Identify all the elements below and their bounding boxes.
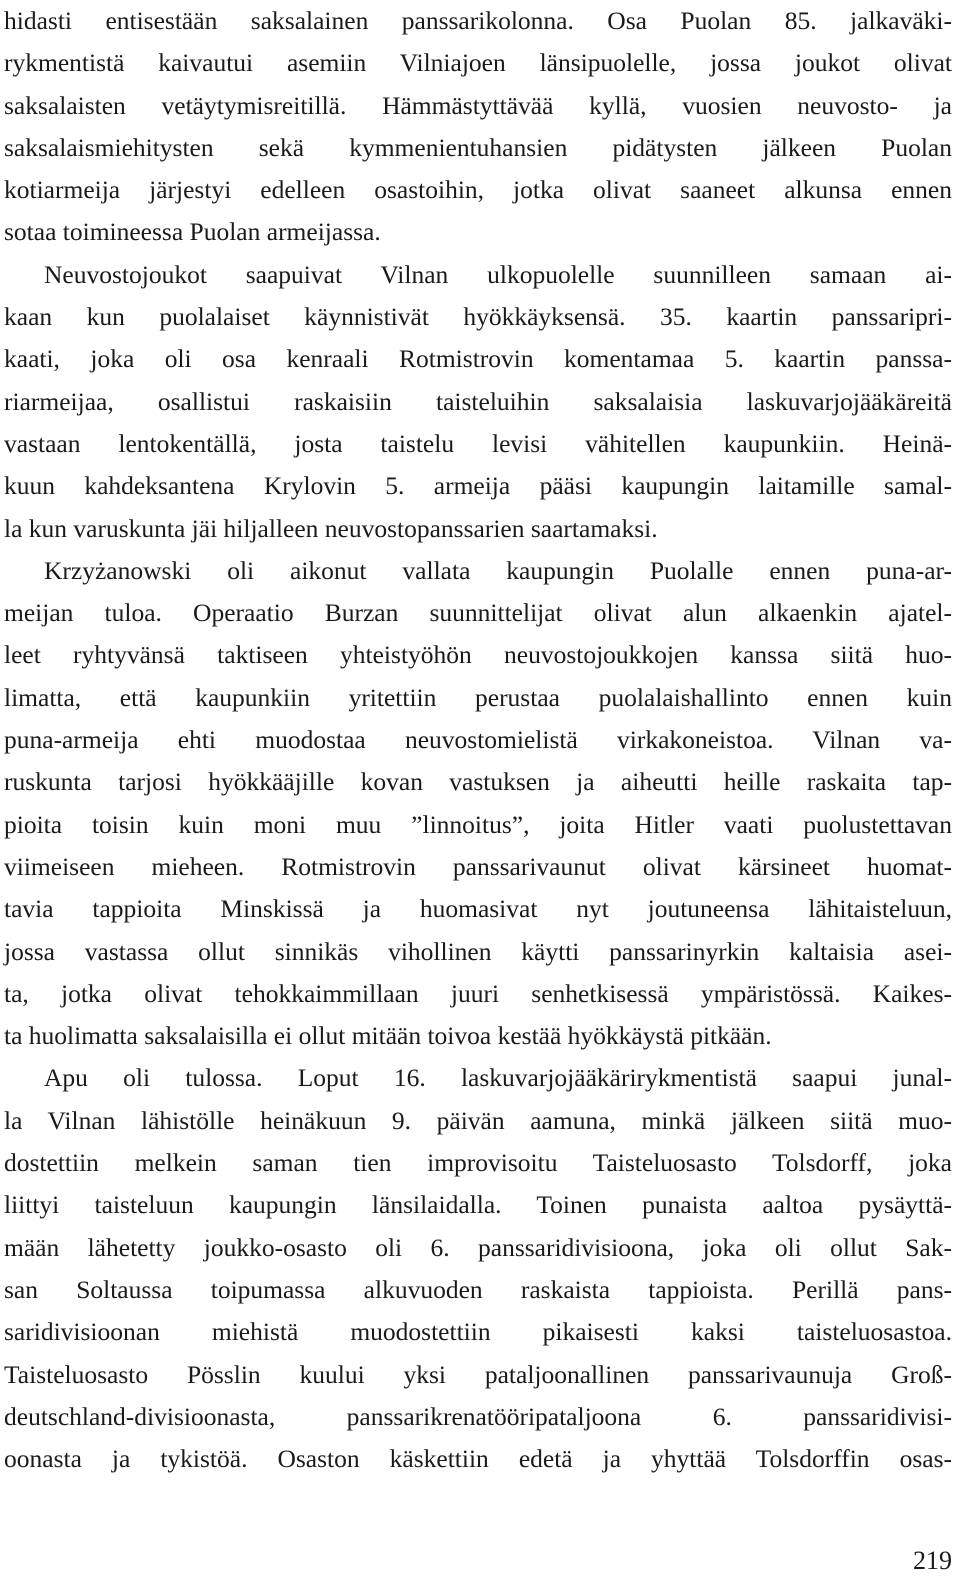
text-line: kotiarmeija järjestyi edelleen osastoihin, jotka olivat saaneet alkunsa ennen xyxy=(4,175,952,205)
text-line: saridivisioonan miehistä muodostettiin pikaisesti kaksi taisteluosastoa. xyxy=(4,1317,952,1347)
text-line: san Soltaussa toipumassa alkuvuoden raskaista tappioista. Perillä pans- xyxy=(4,1274,952,1304)
text-line: Neuvostojoukot saapuivat Vilnan ulkopuolelle suunnilleen samaan ai- xyxy=(44,259,952,289)
text-line: limatta, että kaupunkiin yritettiin perustaa puolalaishallinto ennen kuin xyxy=(4,682,952,712)
text-line: kuun kahdeksantena Krylovin 5. armeija pääsi kaupungin laitamille samal- xyxy=(4,471,952,501)
text-line: kaan kun puolalaiset käynnistivät hyökkäyksensä. 35. kaartin panssaripri- xyxy=(4,302,952,332)
text-line: ruskunta tarjosi hyökkääjille kovan vastuksen ja aiheutti heille raskaita tap- xyxy=(4,767,952,797)
text-line: riarmeijaa, osallistui raskaisiin taisteluihin saksalaisia laskuvarjojääkäreitä xyxy=(4,386,952,416)
text-line: oonasta ja tykistöä. Osaston käskettiin edetä ja yhyttää Tolsdorffin osas- xyxy=(4,1444,952,1474)
text-line: viimeiseen mieheen. Rotmistrovin panssarivaunut olivat kärsineet huomat- xyxy=(4,851,952,881)
text-line: hidasti entisestään saksalainen panssarikolonna. Osa Puolan 85. jalkaväki- xyxy=(4,6,952,35)
text-line: la kun varuskunta jäi hiljalleen neuvostopanssarien saartamaksi. xyxy=(4,513,658,543)
text-line: mään lähetetty joukko-osasto oli 6. panssaridivisioona, joka oli ollut Sak- xyxy=(4,1232,952,1262)
text-line: vastaan lentokentällä, josta taistelu levisi vähitellen kaupunkiin. Heinä- xyxy=(4,428,952,458)
text-line: Apu oli tulossa. Loput 16. laskuvarjojääkärirykmentistä saapui junal- xyxy=(44,1063,952,1093)
text-line: Taisteluosasto Pösslin kuului yksi pataljoonallinen panssarivaunuja Groß- xyxy=(4,1359,952,1389)
text-line: puna-armeija ehti muodostaa neuvostomielistä virkakoneistoa. Vilnan va- xyxy=(4,725,952,755)
text-line: deutschland-divisioonasta, panssarikrenatööripataljoona 6. panssaridivisi- xyxy=(4,1401,952,1431)
text-line: tavia tappioita Minskissä ja huomasivat nyt joutuneensa lähitaisteluun, xyxy=(4,894,952,924)
text-line: la Vilnan lähistölle heinäkuun 9. päivän aamuna, minkä jälkeen siitä muo- xyxy=(4,1105,952,1135)
text-line: dostettiin melkein saman tien improvisoitu Taisteluosasto Tolsdorff, joka xyxy=(4,1148,952,1178)
text-line: saksalaisten vetäytymisreitillä. Hämmästyttävää kyllä, vuosien neuvosto- ja xyxy=(4,90,952,120)
body-text xyxy=(4,0,952,1480)
text-line: Krzyżanowski oli aikonut vallata kaupungin Puolalle ennen puna-ar- xyxy=(44,555,952,585)
text-line: saksalaismiehitysten sekä kymmenientuhansien pidätysten jälkeen Puolan xyxy=(4,132,952,162)
text-line: kaati, joka oli osa kenraali Rotmistrovin komentamaa 5. kaartin panssa- xyxy=(4,344,952,374)
text-line: sotaa toimineessa Puolan armeijassa. xyxy=(4,217,381,247)
page-number: 219 xyxy=(913,1546,952,1575)
text-line: jossa vastassa ollut sinnikäs vihollinen käytti panssarinyrkin kaltaisia asei- xyxy=(4,936,952,966)
text-line: liittyi taisteluun kaupungin länsilaidalla. Toinen punaista aaltoa pysäyttä- xyxy=(4,1190,952,1220)
text-line: ta huolimatta saksalaisilla ei ollut mitään toivoa kestää hyökkäystä pitkään. xyxy=(4,1021,772,1051)
text-line: ta, jotka olivat tehokkaimmillaan juuri senhetkisessä ympäristössä. Kaikes- xyxy=(4,978,952,1008)
text-line: rykmentistä kaivautui asemiin Vilniajoen länsipuolelle, jossa joukot olivat xyxy=(4,48,952,78)
text-line: pioita toisin kuin moni muu ”linnoitus”, joita Hitler vaati puolustettavan xyxy=(4,809,952,839)
text-line: leet ryhtyvänsä taktiseen yhteistyöhön neuvostojoukkojen kanssa siitä huo- xyxy=(4,640,952,670)
text-line: meijan tuloa. Operaatio Burzan suunnittelijat olivat alun alkaenkin ajatel- xyxy=(4,598,952,628)
